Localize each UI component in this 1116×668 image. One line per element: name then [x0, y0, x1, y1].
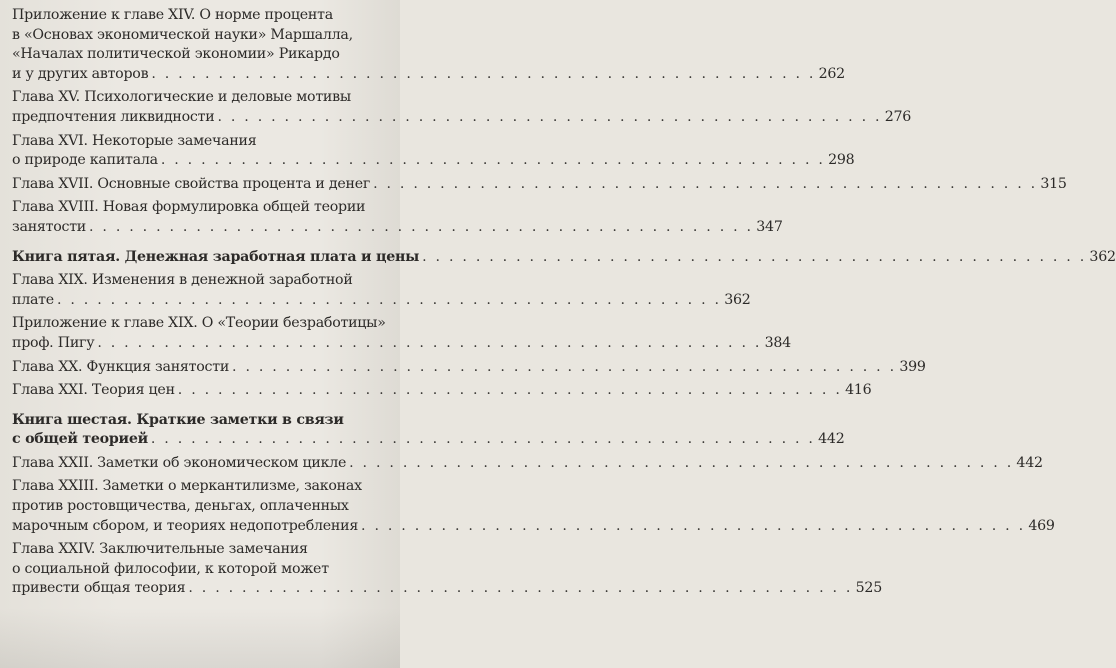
- toc-entry-chapter-xvi: [12, 132, 855, 171]
- dot-leader: [358, 517, 1028, 537]
- toc-line: Глава XXIV. Заключительные замечания: [12, 541, 308, 558]
- page-number: 384: [764, 334, 791, 351]
- toc-line: в «Основах экономической науки» Маршалла,: [12, 26, 353, 43]
- dot-leader: [370, 175, 1040, 195]
- toc-line: Глава XV. Психологические и деловые мотивы: [12, 89, 351, 106]
- page-number: 525: [855, 580, 882, 597]
- toc-entry-appendix-xiv: [12, 6, 845, 84]
- toc-last-line: [12, 108, 912, 128]
- toc-entry-chapter-xv: [12, 88, 912, 127]
- dot-leader: [175, 381, 845, 401]
- toc-last-line: [12, 175, 1067, 195]
- dot-leader: [158, 151, 828, 171]
- book-title: с общей теорией: [12, 431, 148, 448]
- page-number: 298: [828, 152, 855, 169]
- dot-leader: [94, 334, 764, 354]
- toc-entry-chapter-xxiv: [12, 540, 882, 599]
- toc-line: привести общая теория: [12, 580, 186, 597]
- dot-leader: [86, 218, 756, 238]
- page-number: 347: [756, 218, 783, 235]
- toc-entry-chapter-xx: [12, 358, 926, 378]
- toc-last-line: [12, 151, 855, 171]
- toc-line: Глава XX. Функция занятости: [12, 358, 230, 375]
- toc-last-line: [12, 334, 791, 354]
- toc-line: «Началах политической экономии» Рикардо: [12, 46, 340, 63]
- dot-leader: [148, 430, 818, 450]
- toc-entry-chapter-xix: [12, 271, 751, 310]
- toc-line: предпочтения ликвидности: [12, 108, 215, 125]
- toc-last-line: [12, 579, 882, 599]
- toc-last-line: [12, 248, 1116, 268]
- toc-entry-chapter-xxiii: [12, 477, 1055, 536]
- toc-line: Глава XIX. Изменения в денежной заработной: [12, 272, 353, 289]
- page-number: 469: [1028, 517, 1055, 534]
- dot-leader: [346, 454, 1016, 474]
- toc-last-line: [12, 430, 845, 450]
- dot-leader: [185, 579, 855, 599]
- book-title: Книга пятая. Денежная заработная плата и цены: [12, 248, 420, 265]
- page-number: 362: [724, 291, 751, 308]
- page-number: 442: [1016, 454, 1043, 471]
- page-shadow: [0, 608, 400, 668]
- toc-line: Глава XXII. Заметки об экономическом цикле: [12, 454, 347, 471]
- toc-entry-chapter-xvii: [12, 175, 1067, 195]
- dot-leader: [148, 65, 818, 85]
- toc-last-line: [12, 65, 845, 85]
- toc-last-line: [12, 291, 751, 311]
- dot-leader: [54, 291, 724, 311]
- toc-last-line: [12, 381, 872, 401]
- page-number: 362: [1089, 248, 1116, 265]
- toc-line: плате: [12, 291, 54, 308]
- toc-entry-chapter-xxii: [12, 454, 1043, 474]
- dot-leader: [419, 248, 1089, 268]
- toc-entry-chapter-xviii: [12, 198, 783, 237]
- table-of-contents: [12, 6, 1116, 603]
- toc-book-five: [12, 248, 1116, 268]
- dot-leader: [229, 358, 899, 378]
- toc-line: проф. Пигу: [12, 334, 95, 351]
- page-number: 262: [818, 65, 845, 82]
- page-number: 442: [818, 431, 845, 448]
- page-number: 416: [845, 382, 872, 399]
- toc-line: занятости: [12, 218, 86, 235]
- toc-last-line: [12, 358, 926, 378]
- toc-line: Приложение к главе XIV. О норме процента: [12, 7, 333, 23]
- toc-line: о природе капитала: [12, 152, 158, 169]
- toc-last-line: [12, 218, 783, 238]
- toc-line: Глава XVIII. Новая формулировка общей теории: [12, 199, 366, 216]
- toc-line: Глава XXIII. Заметки о меркантилизме, законах: [12, 478, 362, 495]
- toc-last-line: [12, 454, 1043, 474]
- toc-last-line: [12, 517, 1055, 537]
- page-number: 276: [884, 108, 912, 125]
- toc-line: Глава XVI. Некоторые замечания: [12, 132, 257, 149]
- toc-entry-chapter-xxi: [12, 381, 872, 401]
- dot-leader: [214, 108, 884, 128]
- book-title: Книга шестая. Краткие заметки в связи: [12, 411, 344, 428]
- toc-line: Приложение к главе XIX. О «Теории безработицы»: [12, 315, 386, 332]
- toc-book-six: [12, 411, 845, 450]
- toc-line: о социальной философии, к которой может: [12, 560, 329, 577]
- toc-line: Глава XXI. Теория цен: [12, 382, 175, 399]
- toc-line: Глава XVII. Основные свойства процента и денег: [12, 175, 371, 192]
- page-number: 315: [1040, 175, 1067, 192]
- page-number: 399: [899, 358, 926, 375]
- toc-line: и у других авторов: [12, 65, 149, 82]
- toc-entry-appendix-xix: [12, 314, 791, 353]
- toc-line: марочным сбором, и теориях недопотребления: [12, 517, 359, 534]
- toc-line: против ростовщичества, деньгах, оплаченных: [12, 498, 349, 515]
